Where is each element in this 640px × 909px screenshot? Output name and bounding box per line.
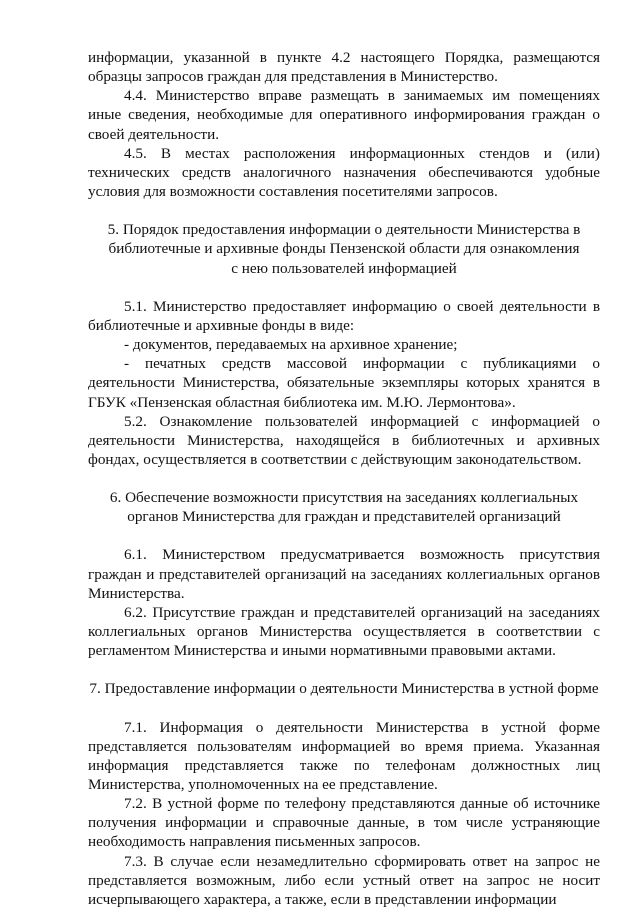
paragraph-7-1: 7.1. Информация о деятельности Министерства в устной форме представляется пользователям информацией во время приема. Указанная информация представляется также по телефонам должностных лиц Министерства, уполномоченных на ее представление. [88,718,600,793]
section-5-heading-line-2: библиотечные и архивные фонды Пензенской области для ознакомления [108,240,580,258]
section-5-heading-line-3: с нею пользователей информацией [231,259,457,277]
spacer [88,201,600,220]
paragraph-6-1: 6.1. Министерством предусматривается возможность присутствия граждан и представителей организаций на заседаниях коллегиальных органов Министерства. [88,546,600,602]
paragraph-6-2: 6.2. Присутствие граждан и представителей организаций на заседаниях коллегиальных органов Министерства осуществляется в соответствии с регламентом Министерства и иными нормативными правовыми актами. [88,603,600,660]
section-5-heading-line-1: 5. Порядок предоставления информации о деятельности Министерства в [107,221,581,239]
paragraph-5-1-item-2: - печатных средств массовой информации с публикациями о деятельности Министерства, обязательные экземпляры которых хранятся в ГБУК «Пензенская областная библиотека им. М.Ю. Лермонтова». [88,355,600,411]
section-5-heading [88,220,600,277]
paragraph-4-2-continuation: информации, указанной в пункте 4.2 настоящего Порядка, размещаются образцы запросов граждан для представления в Министерство. [88,49,600,86]
paragraph-7-2: 7.2. В устной форме по телефону представляются данные об источнике получения информации и справочные данные, в том числе устраняющие необходимость направления письменных запросов. [88,795,600,851]
paragraph-4-4: 4.4. Министерство вправе размещать в занимаемых им помещениях иные сведения, необходимые для оперативного информирования граждан о своей деятельности. [88,87,600,143]
section-6-heading-line-2: органов Министерства для граждан и представителей организаций [127,508,561,526]
paragraph-5-1: 5.1. Министерство предоставляет информацию о своей деятельности в библиотечные и архивные фонды в виде: [88,297,600,334]
section-6-heading-line-1: 6. Обеспечение возможности присутствия на заседаниях коллегиальных [109,489,579,507]
paragraph-7-3: 7.3. В случае если незамедлительно сформировать ответ на запрос не представляется возможным, либо если устный ответ на запрос не носит исчерпывающего характера, а также, если в представлении информации [88,852,600,908]
section-7-heading: 7. Предоставление информации о деятельности Министерства в устной форме [89,680,599,698]
spacer [88,699,600,718]
section-6-heading [88,488,600,526]
spacer [88,526,600,545]
spacer [88,660,600,679]
paragraph-5-2: 5.2. Ознакомление пользователей информацией с информацией о деятельности Министерства, находящейся в библиотечных и архивных фондах, осуществляется в соответствии с действующим законодательством. [88,412,600,468]
document-page [88,48,600,909]
spacer [88,278,600,297]
paragraph-4-5: 4.5. В местах расположения информационных стендов и (или) технических средств аналогичного назначения обеспечиваются удобные условия для возможности составления посетителями запросов. [88,144,600,201]
paragraph-5-1-item-1: - документов, передаваемых на архивное хранение; [124,336,458,354]
spacer [88,469,600,488]
